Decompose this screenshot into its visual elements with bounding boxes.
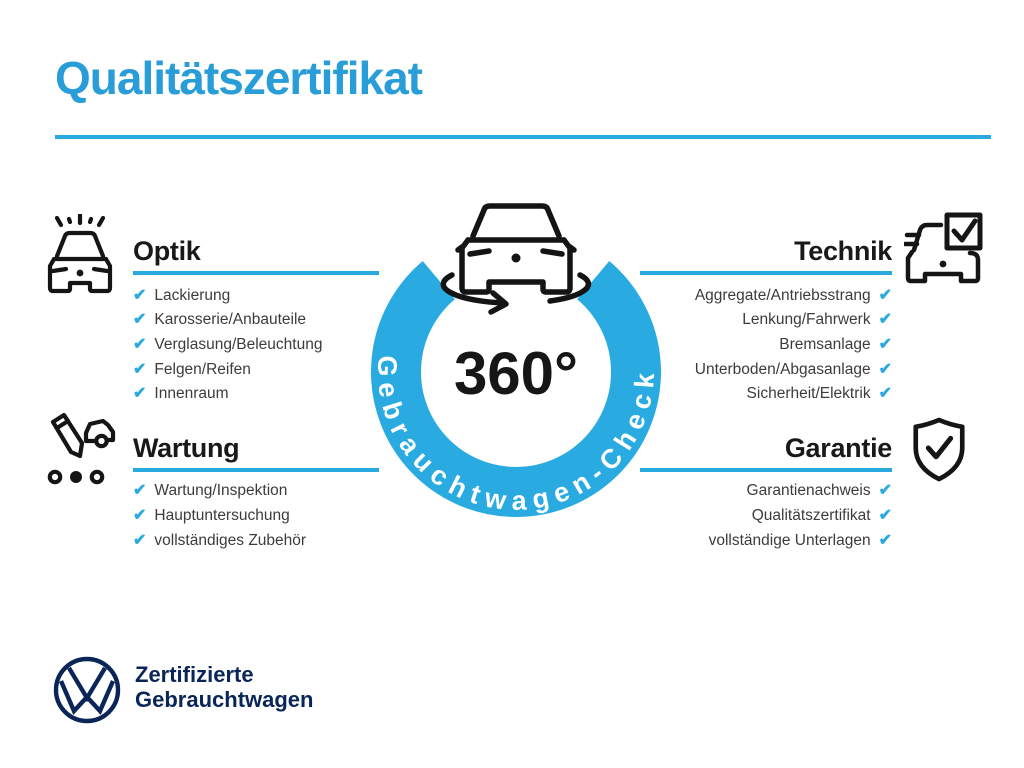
- item-label: Qualitätszertifikat: [751, 507, 871, 524]
- title-rule: [55, 135, 991, 139]
- item-label: Innenraum: [154, 385, 229, 403]
- page-title: Qualitätszertifikat: [55, 52, 422, 104]
- list-item: [133, 357, 379, 382]
- check-icon: ✔: [878, 311, 892, 329]
- check-icon: ✔: [133, 336, 147, 354]
- check-icon: ✔: [133, 507, 147, 524]
- check-icon: ✔: [133, 532, 147, 549]
- item-label: Bremsanlage: [779, 336, 871, 354]
- check-icon: ✔: [133, 311, 147, 329]
- section-rule: [133, 468, 379, 472]
- item-label: Karosserie/Anbauteile: [154, 311, 307, 329]
- list-item: [133, 529, 379, 554]
- check-icon: ✔: [878, 482, 892, 499]
- section-title-wartung: Wartung: [133, 433, 240, 463]
- car-checkbox-icon: [904, 212, 984, 288]
- list-item: [133, 308, 379, 333]
- footer-claim-line1: Zertifizierte: [135, 662, 254, 687]
- badge-360-check: [346, 200, 686, 546]
- item-label: Verglasung/Beleuchtung: [154, 336, 323, 354]
- item-label: vollständiges Zubehör: [154, 532, 307, 549]
- section-wartung: [133, 433, 379, 554]
- check-icon: ✔: [878, 336, 892, 354]
- check-icon: ✔: [133, 385, 147, 403]
- badge-ring-label: Gebrauchtwagen-Check: [371, 354, 661, 516]
- item-label: Sicherheit/Elektrik: [746, 385, 871, 403]
- check-icon: ✔: [133, 286, 147, 304]
- item-label: Aggregate/Antriebsstrang: [694, 286, 871, 304]
- section-title-technik: Technik: [794, 236, 892, 266]
- wartung-list: [133, 479, 379, 554]
- item-label: Wartung/Inspektion: [154, 482, 288, 499]
- section-optik: [133, 236, 379, 407]
- list-item: [133, 333, 379, 358]
- check-icon: ✔: [878, 507, 892, 524]
- item-label: Unterboden/Abgasanlage: [694, 360, 871, 378]
- list-item: [133, 479, 379, 504]
- vw-logo: [52, 655, 122, 725]
- footer-claim-line2: Gebrauchtwagen: [135, 687, 314, 712]
- service-checklist-icon: [38, 408, 116, 492]
- item-label: Lackierung: [154, 286, 231, 304]
- check-icon: ✔: [878, 286, 892, 304]
- check-icon: ✔: [878, 385, 892, 403]
- item-label: Lenkung/Fahrwerk: [742, 311, 871, 329]
- check-icon: ✔: [878, 360, 892, 378]
- check-icon: ✔: [133, 360, 147, 378]
- shield-check-icon: [908, 416, 970, 484]
- section-title-garantie: Garantie: [784, 433, 892, 463]
- badge-degrees: 360°: [453, 340, 579, 407]
- item-label: Garantienachweis: [746, 482, 871, 499]
- item-label: vollständige Unterlagen: [708, 532, 871, 549]
- car-shine-icon: [44, 214, 116, 296]
- section-rule: [133, 271, 379, 275]
- list-item: [133, 504, 379, 529]
- check-icon: ✔: [133, 482, 147, 499]
- list-item: [133, 382, 379, 407]
- rotating-car-icon: [443, 206, 588, 312]
- list-item: [133, 284, 379, 309]
- optik-list: [133, 284, 379, 407]
- item-label: Hauptuntersuchung: [154, 507, 290, 524]
- check-icon: ✔: [878, 532, 892, 549]
- item-label: Felgen/Reifen: [154, 360, 251, 378]
- footer-claim: [135, 662, 313, 712]
- section-title-optik: Optik: [133, 236, 201, 266]
